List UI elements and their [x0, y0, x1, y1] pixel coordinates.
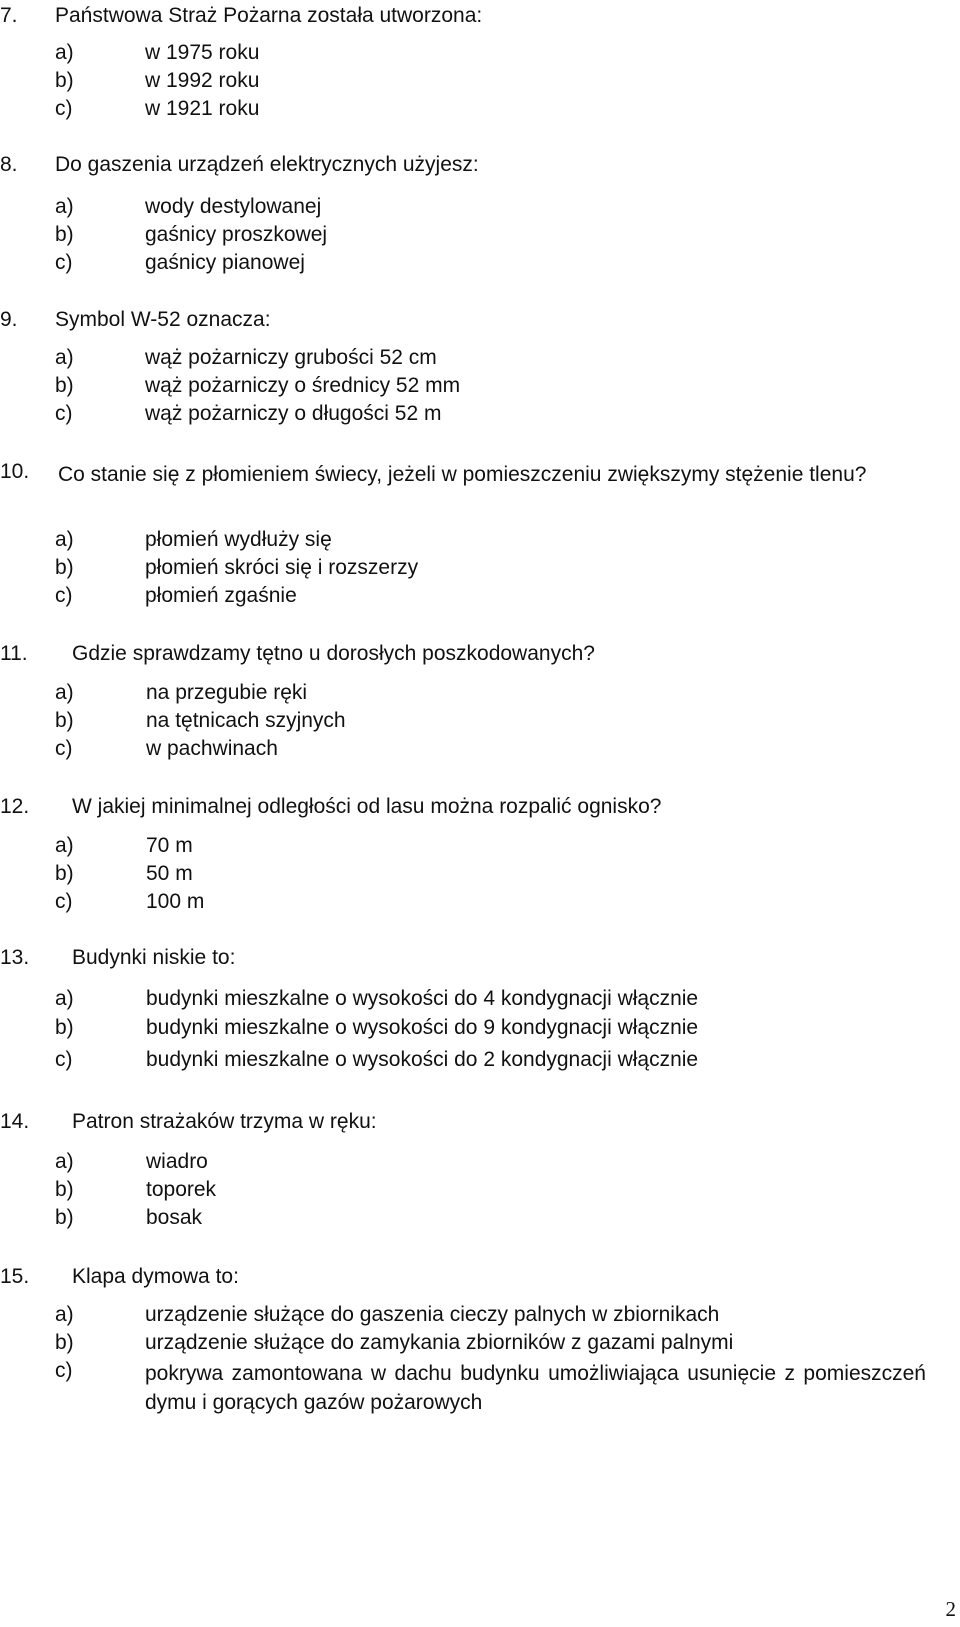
option-label: b) [55, 1331, 74, 1354]
option-text: wąż pożarniczy o długości 52 m [145, 402, 442, 425]
option-text: gaśnicy pianowej [145, 251, 305, 274]
option-label: a) [55, 1303, 74, 1326]
question-text: Budynki niskie to: [72, 946, 236, 969]
option-text: 70 m [146, 834, 193, 857]
answer-option [0, 834, 960, 862]
option-text: urządzenie służące do gaszenia cieczy palnych w zbiornikach [145, 1303, 720, 1326]
answer-option [0, 556, 960, 584]
option-label: c) [55, 251, 73, 274]
option-text: płomień skróci się i rozszerzy [145, 556, 419, 579]
option-label: b) [55, 374, 74, 397]
question-text: Państwowa Straż Pożarna została utworzona: [55, 4, 483, 27]
option-label: b) [55, 556, 74, 579]
answer-option [0, 223, 960, 251]
question-text: W jakiej minimalnej odległości od lasu można rozpalić ognisko? [72, 795, 662, 818]
answer-option [0, 1331, 960, 1359]
question-text: Symbol W-52 oznacza: [55, 308, 271, 331]
answer-option [0, 1359, 960, 1414]
answer-option [0, 1150, 960, 1178]
option-text: gaśnicy proszkowej [145, 223, 328, 246]
option-text: budynki mieszkalne o wysokości do 2 kondygnacji włącznie [146, 1048, 699, 1071]
question-text: Gdzie sprawdzamy tętno u dorosłych poszkodowanych? [72, 642, 595, 665]
option-label: b) [55, 223, 74, 246]
option-label: b) [55, 69, 74, 92]
option-label: b) [55, 1178, 74, 1201]
option-text: budynki mieszkalne o wysokości do 4 kondygnacji włącznie [146, 987, 699, 1010]
answer-option [0, 1206, 960, 1234]
answer-option [0, 402, 960, 430]
option-label: b) [55, 1206, 74, 1229]
option-label: a) [55, 681, 74, 704]
option-text: 50 m [146, 862, 193, 885]
answer-option [0, 528, 960, 556]
option-text: w 1975 roku [145, 41, 260, 64]
answer-option [0, 737, 960, 765]
option-label: a) [55, 195, 74, 218]
answer-option [0, 584, 960, 612]
option-label: c) [55, 584, 73, 607]
option-label: a) [55, 528, 74, 551]
question-text: Patron strażaków trzyma w ręku: [72, 1110, 377, 1133]
option-label: a) [55, 1150, 74, 1173]
option-label: a) [55, 987, 74, 1010]
answer-option [0, 1016, 960, 1044]
option-label: a) [55, 346, 74, 369]
option-label: a) [55, 41, 74, 64]
answer-option [0, 987, 960, 1015]
answer-option [0, 709, 960, 737]
question-text: Klapa dymowa to: [72, 1265, 239, 1288]
option-text: urządzenie służące do zamykania zbiorników z gazami palnymi [145, 1331, 734, 1354]
option-text: pokrywa zamontowana w dachu budynku umożliwiająca usunięcie z pomieszczeń dymu i gorących gazów pożarowych [145, 1362, 926, 1414]
page-number: 2 [945, 1597, 956, 1621]
option-label: b) [55, 862, 74, 885]
question-number: 13. [0, 946, 30, 969]
option-text: w 1992 roku [145, 69, 260, 92]
option-text: 100 m [146, 890, 205, 913]
option-label: c) [55, 1048, 73, 1071]
option-text: toporek [146, 1178, 217, 1201]
question-number: 12. [0, 795, 30, 818]
question-number: 14. [0, 1110, 30, 1133]
question-number: 8. [0, 153, 18, 176]
option-label: c) [55, 97, 73, 120]
option-text: wąż pożarniczy o średnicy 52 mm [145, 374, 461, 397]
question-number: 10. [0, 460, 30, 483]
option-label: c) [55, 890, 73, 913]
answer-option [0, 97, 960, 125]
question-number: 9. [0, 308, 18, 331]
question-number: 11. [0, 642, 28, 665]
option-label: a) [55, 834, 74, 857]
answer-option [0, 374, 960, 402]
answer-option [0, 890, 960, 918]
option-label: c) [55, 1359, 73, 1382]
option-text: wody destylowanej [145, 195, 322, 218]
answer-option [0, 681, 960, 709]
option-label: b) [55, 1016, 74, 1039]
answer-option [0, 1048, 960, 1076]
option-text: bosak [146, 1206, 203, 1229]
option-text: wiadro [146, 1150, 208, 1173]
question-text: Co stanie się z płomieniem świecy, jeżeli w pomieszczeniu zwiększymy stężenie tlenu? [58, 463, 867, 486]
answer-option [0, 251, 960, 279]
option-text: płomień zgaśnie [145, 584, 297, 607]
answer-option [0, 346, 960, 374]
question-number: 15. [0, 1265, 30, 1288]
option-text: wąż pożarniczy grubości 52 cm [145, 346, 437, 369]
answer-option [0, 69, 960, 97]
option-text: na przegubie ręki [146, 681, 308, 704]
option-text: płomień wydłuży się [145, 528, 332, 551]
option-label: c) [55, 402, 73, 425]
option-label: c) [55, 737, 73, 760]
answer-option [0, 41, 960, 69]
answer-option [0, 1178, 960, 1206]
option-text: w 1921 roku [145, 97, 260, 120]
answer-option [0, 1303, 960, 1331]
option-text: na tętnicach szyjnych [146, 709, 346, 732]
option-text: budynki mieszkalne o wysokości do 9 kondygnacji włącznie [146, 1016, 699, 1039]
question-number: 7. [0, 4, 18, 27]
option-text: w pachwinach [146, 737, 278, 760]
option-label: b) [55, 709, 74, 732]
answer-option [0, 862, 960, 890]
answer-option [0, 195, 960, 223]
question-text: Do gaszenia urządzeń elektrycznych użyjesz: [55, 153, 479, 176]
